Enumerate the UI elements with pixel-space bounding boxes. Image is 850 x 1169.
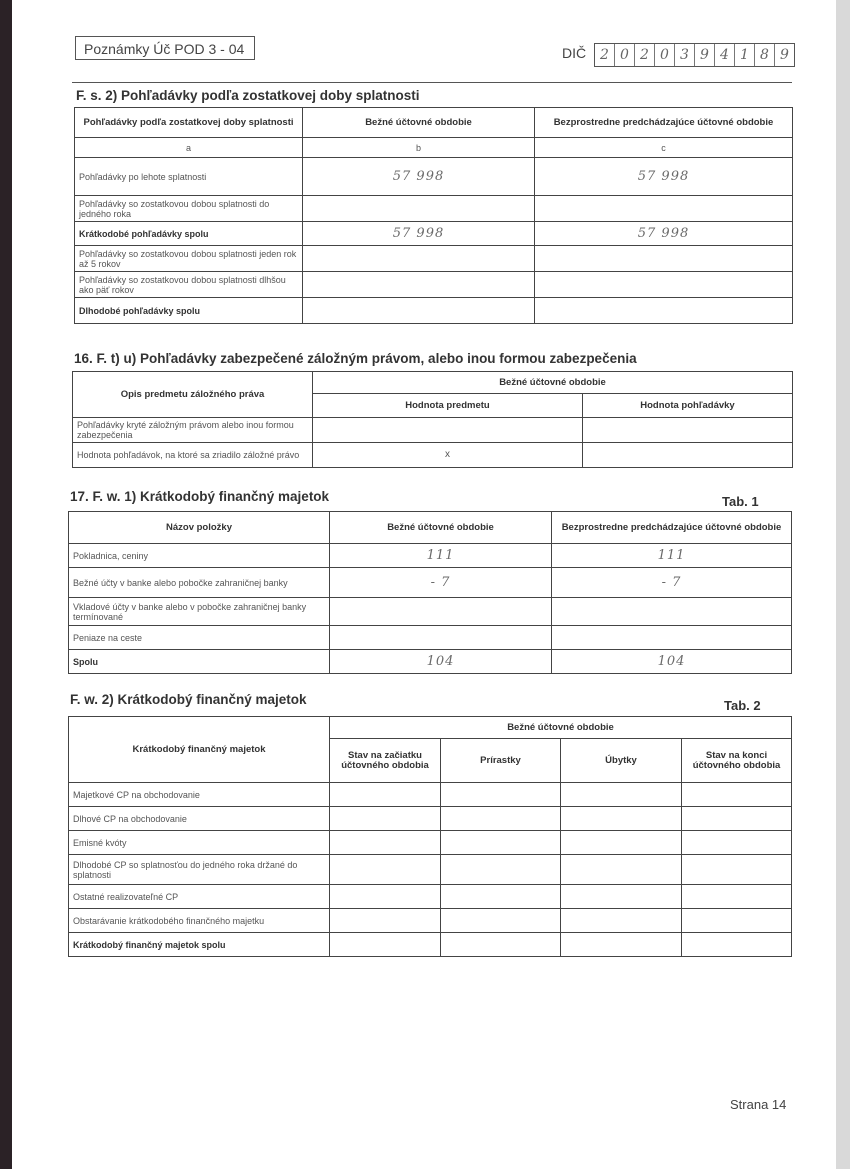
tab-1-label: Tab. 1 [722, 494, 759, 509]
s17-cell-previous[interactable] [552, 626, 792, 650]
s17-cell-current[interactable]: - 7 [330, 568, 552, 598]
fw2-cell[interactable] [682, 885, 792, 909]
fs2-row-label: Pohľadávky so zostatkovou dobou splatnosti jeden rok až 5 rokov [75, 246, 303, 272]
fw2-cell[interactable] [682, 909, 792, 933]
fw2-cell[interactable] [441, 807, 561, 831]
header-rule [72, 82, 792, 83]
s17-cell-current[interactable] [330, 626, 552, 650]
s16-cell[interactable]: x [313, 443, 583, 468]
fs2-row-label: Pohľadávky po lehote splatnosti [75, 158, 303, 196]
fw2-cell[interactable] [561, 933, 682, 957]
fs2-cell-current[interactable]: 57 998 [303, 158, 535, 196]
s16-subheader: Hodnota predmetu [313, 394, 583, 418]
s17-row-label: Spolu [69, 650, 330, 674]
fs2-col-letter: c [535, 138, 793, 158]
fw2-cell[interactable] [441, 933, 561, 957]
s16-header-desc: Opis predmetu záložného práva [73, 372, 313, 418]
fw2-table [68, 716, 792, 957]
fw2-header-period: Bežné účtovné obdobie [330, 717, 792, 739]
s17-cell-previous[interactable] [552, 598, 792, 626]
fw2-cell[interactable] [682, 831, 792, 855]
fw2-cell[interactable] [561, 831, 682, 855]
fs2-cell-previous[interactable]: 57 998 [535, 158, 793, 196]
fw2-row-label: Majetkové CP na obchodovanie [69, 783, 330, 807]
s17-header-current: Bežné účtovné obdobie [330, 512, 552, 544]
s17-row-label: Pokladnica, ceniny [69, 544, 330, 568]
fw2-cell[interactable] [330, 855, 441, 885]
fs2-table [74, 107, 793, 324]
s16-cell[interactable] [583, 418, 793, 443]
fw2-row-label: Dlhové CP na obchodovanie [69, 807, 330, 831]
fs2-header-a: Pohľadávky podľa zostatkovej doby splatnosti [75, 108, 303, 138]
fw2-cell[interactable] [441, 783, 561, 807]
fw2-cell[interactable] [441, 909, 561, 933]
fs2-cell-current[interactable] [303, 272, 535, 298]
fw2-cell[interactable] [441, 885, 561, 909]
dic-digit: 4 [715, 44, 735, 66]
s17-cell-current[interactable]: 111 [330, 544, 552, 568]
dic-digit: 0 [655, 44, 675, 66]
fw2-cell[interactable] [561, 783, 682, 807]
fw2-cell[interactable] [682, 933, 792, 957]
fw2-cell[interactable] [682, 855, 792, 885]
dic-boxes [594, 43, 795, 67]
section-fw2-title: F. w. 2) Krátkodobý finančný majetok [70, 692, 307, 707]
fw2-row-label: Ostatné realizovateľné CP [69, 885, 330, 909]
dic-digit: 1 [735, 44, 755, 66]
s17-header-name: Názov položky [69, 512, 330, 544]
fs2-header-b: Bežné účtovné obdobie [303, 108, 535, 138]
fw2-cell[interactable] [441, 831, 561, 855]
dic-digit: 0 [615, 44, 635, 66]
fw2-cell[interactable] [441, 855, 561, 885]
fs2-cell-previous[interactable] [535, 196, 793, 222]
s17-cell-previous[interactable]: 111 [552, 544, 792, 568]
fw2-row-label: Krátkodobý finančný majetok spolu [69, 933, 330, 957]
dic-digit: 9 [780, 47, 789, 63]
fw2-cell[interactable] [561, 885, 682, 909]
fs2-row-label: Dlhodobé pohľadávky spolu [75, 298, 303, 324]
fw2-cell[interactable] [561, 909, 682, 933]
fw2-header-main: Krátkodobý finančný majetok [69, 717, 330, 783]
tab-2-label: Tab. 2 [724, 698, 761, 713]
fs2-row-label: Krátkodobé pohľadávky spolu [75, 222, 303, 246]
fw2-cell[interactable] [330, 783, 441, 807]
fw2-cell[interactable] [682, 807, 792, 831]
dic-digit: 9 [695, 44, 715, 66]
fw2-cell[interactable] [330, 807, 441, 831]
fs2-row-label: Pohľadávky so zostatkovou dobou splatnosti dlhšou ako päť rokov [75, 272, 303, 298]
fs2-cell-current[interactable] [303, 298, 535, 324]
s16-row-label: Pohľadávky kryté záložným právom alebo inou formou zabezpečenia [73, 418, 313, 443]
fw2-subheader: Stav na konci účtovného obdobia [682, 739, 792, 783]
s16-header-period: Bežné účtovné obdobie [313, 372, 793, 394]
section-fs2-title: F. s. 2) Pohľadávky podľa zostatkovej doby splatnosti [76, 88, 420, 103]
form-identifier: Poznámky Úč POD 3 - 04 [75, 36, 255, 60]
fw2-row-label: Obstarávanie krátkodobého finančného majetku [69, 909, 330, 933]
fw2-cell[interactable] [330, 909, 441, 933]
s17-cell-current[interactable] [330, 598, 552, 626]
s16-cell[interactable] [583, 443, 793, 468]
fw2-cell[interactable] [561, 855, 682, 885]
dic-digit: 8 [755, 44, 775, 66]
dic-label: DIČ [562, 45, 587, 61]
fs2-col-letter: b [303, 138, 535, 158]
fw2-cell[interactable] [330, 831, 441, 855]
s16-cell[interactable] [313, 418, 583, 443]
scan-right-edge [836, 0, 850, 1169]
section-16-title: 16. F. t) u) Pohľadávky zabezpečené záložným právom, alebo inou formou zabezpečenia [74, 351, 637, 366]
fs2-cell-current[interactable] [303, 196, 535, 222]
scan-left-edge [0, 0, 12, 1169]
dic-digit: 2 [635, 44, 655, 66]
fw2-subheader: Prírastky [441, 739, 561, 783]
fw2-cell[interactable] [561, 807, 682, 831]
fw2-cell[interactable] [682, 783, 792, 807]
fs2-row-label: Pohľadávky so zostatkovou dobou splatnosti do jedného roka [75, 196, 303, 222]
fs2-cell-previous[interactable]: 57 998 [535, 222, 793, 246]
dic-digit: 2 [595, 44, 615, 66]
fs2-cell-previous[interactable] [535, 272, 793, 298]
fw2-cell[interactable] [330, 885, 441, 909]
s16-row-label: Hodnota pohľadávok, na ktoré sa zriadilo záložné právo [73, 443, 313, 468]
s17-cell-previous[interactable]: 104 [552, 650, 792, 674]
fs2-cell-current[interactable] [303, 246, 535, 272]
fs2-cell-current[interactable]: 57 998 [303, 222, 535, 246]
s17-cell-previous[interactable]: - 7 [552, 568, 792, 598]
s17-row-label: Peniaze na ceste [69, 626, 330, 650]
fw2-cell[interactable] [330, 933, 441, 957]
fw2-subheader: Stav na začiatku účtovného obdobia [330, 739, 441, 783]
fs2-col-letter: a [75, 138, 303, 158]
fs2-cell-previous[interactable] [535, 246, 793, 272]
s17-row-label: Vkladové účty v banke alebo v pobočke zahraničnej banky termínované [69, 598, 330, 626]
s17-header-previous: Bezprostredne predchádzajúce účtovné obdobie [552, 512, 792, 544]
fs2-cell-previous[interactable] [535, 298, 793, 324]
page-number: Strana 14 [730, 1097, 787, 1112]
section-17-title: 17. F. w. 1) Krátkodobý finančný majetok [70, 489, 330, 504]
fw2-subheader: Úbytky [561, 739, 682, 783]
s16-table [72, 371, 793, 468]
fs2-header-c: Bezprostredne predchádzajúce účtovné obdobie [535, 108, 793, 138]
s17-cell-current[interactable]: 104 [330, 650, 552, 674]
fw2-row-label: Emisné kvóty [69, 831, 330, 855]
dic-digit: 3 [675, 44, 695, 66]
fw2-row-label: Dlhodobé CP so splatnosťou do jedného roka držané do splatnosti [69, 855, 330, 885]
s17-table [68, 511, 792, 674]
s16-subheader: Hodnota pohľadávky [583, 394, 793, 418]
s17-row-label: Bežné účty v banke alebo pobočke zahraničnej banky [69, 568, 330, 598]
